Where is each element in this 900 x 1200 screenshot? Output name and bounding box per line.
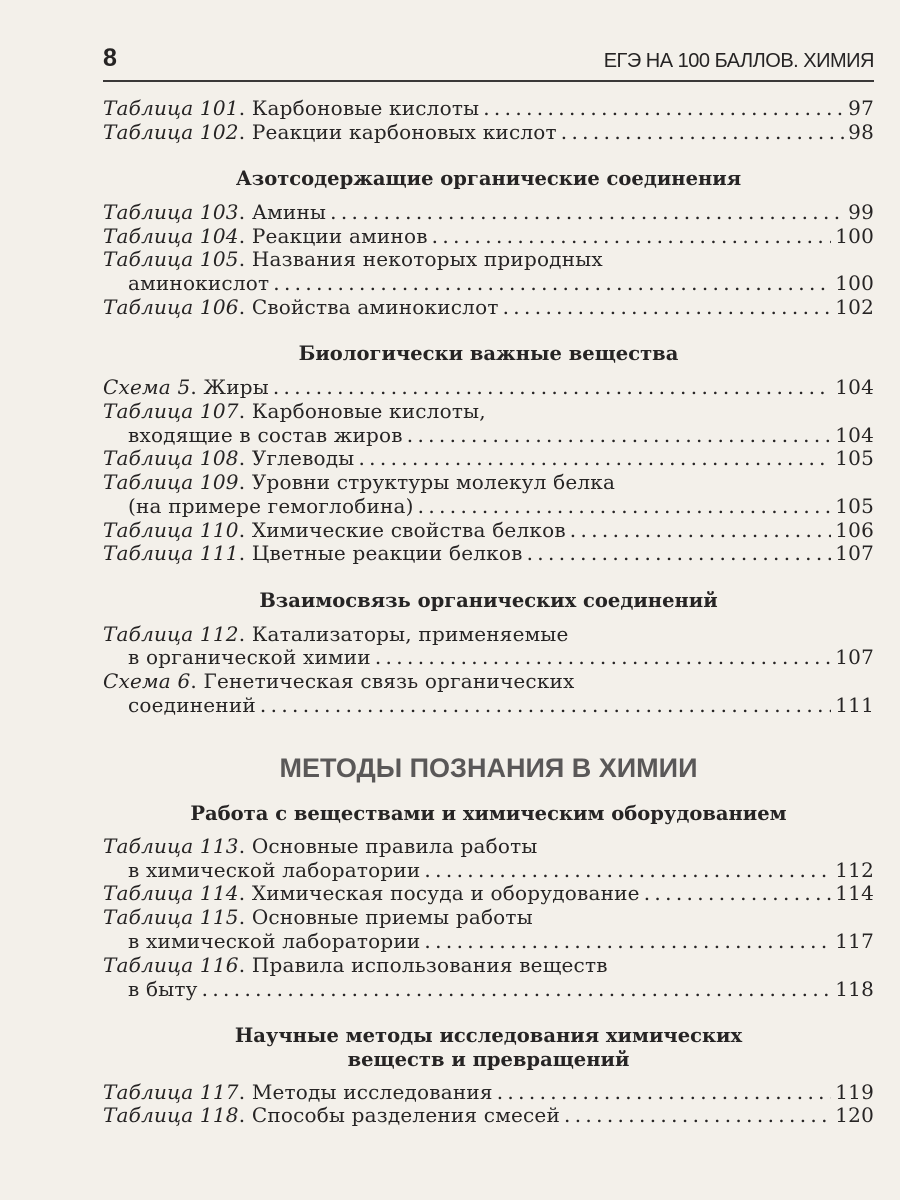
- toc-entry[interactable]: [103, 200, 874, 226]
- entry-page: 118: [835, 977, 874, 1001]
- entry-label: Таблица 105: [103, 247, 239, 271]
- toc-entry-continuation: [128, 271, 874, 297]
- dot-leader: [202, 977, 832, 1001]
- entry-page: 97: [848, 96, 874, 120]
- section-heading: Взаимосвязь органических соединений: [259, 589, 718, 612]
- dot-leader: [432, 224, 832, 248]
- toc-entry[interactable]: [103, 905, 874, 931]
- toc-entry[interactable]: [103, 541, 874, 567]
- dot-leader: [358, 446, 831, 470]
- toc-entry[interactable]: [103, 1103, 874, 1129]
- entry-title-cont: (на примере гемоглобина): [128, 494, 414, 518]
- toc-entry[interactable]: [103, 834, 874, 860]
- entry-title-cont: в быту: [128, 977, 198, 1001]
- dot-leader: [273, 375, 831, 399]
- entry-label: Таблица 118: [103, 1103, 239, 1127]
- entry-title: . Химические свойства белков: [238, 518, 566, 542]
- entry-label: Таблица 107: [103, 399, 239, 423]
- entry-label: Схема 5: [103, 375, 191, 399]
- entry-page: 102: [835, 295, 874, 319]
- toc-entry-continuation: [128, 645, 874, 671]
- dot-leader: [497, 1080, 832, 1104]
- entry-page: 100: [835, 271, 874, 295]
- entry-label: Таблица 113: [103, 834, 239, 858]
- dot-leader: [418, 494, 832, 518]
- entry-title: . Жиры: [190, 375, 269, 399]
- page-number: 8: [103, 44, 117, 72]
- section-heading-line2: веществ и превращений: [347, 1048, 630, 1071]
- dot-leader: [330, 200, 844, 224]
- toc-entry[interactable]: [103, 881, 874, 907]
- entry-page: 105: [835, 446, 874, 470]
- running-title: ЕГЭ НА 100 БАЛЛОВ. ХИМИЯ: [603, 50, 874, 72]
- entry-label: Таблица 110: [103, 518, 239, 542]
- entry-title: . Способы разделения смесей: [238, 1103, 560, 1127]
- entry-title: . Цветные реакции белков: [238, 541, 523, 565]
- dot-leader: [564, 1103, 831, 1127]
- toc-entry[interactable]: [103, 375, 874, 401]
- entry-page: 105: [835, 494, 874, 518]
- entry-label: Таблица 108: [103, 446, 239, 470]
- toc-entry-continuation: [128, 977, 874, 1003]
- toc-entry-continuation: [128, 929, 874, 955]
- entry-title: . Реакции аминов: [238, 224, 428, 248]
- section-heading: Работа с веществами и химическим оборудованием: [190, 802, 787, 825]
- entry-label: Таблица 111: [103, 541, 239, 565]
- section-heading: Научные методы исследования химических: [234, 1024, 743, 1047]
- entry-title-cont: аминокислот: [128, 271, 270, 295]
- entry-label: Таблица 101: [103, 96, 239, 120]
- entry-page: 112: [835, 858, 874, 882]
- dot-leader: [483, 96, 844, 120]
- entry-page: 98: [848, 120, 874, 144]
- toc-entry-continuation: [128, 494, 874, 520]
- entry-page: 99: [848, 200, 874, 224]
- toc-entry-continuation: [128, 693, 874, 719]
- entry-title-cont: в химической лаборатории: [128, 929, 421, 953]
- entry-title-cont: входящие в состав жиров: [128, 423, 403, 447]
- entry-title: . Свойства аминокислот: [238, 295, 499, 319]
- entry-title: . Карбоновые кислоты,: [238, 399, 486, 423]
- entry-title: . Углеводы: [238, 446, 355, 470]
- toc-entry[interactable]: [103, 669, 874, 695]
- entry-page: 114: [835, 881, 874, 905]
- entry-title: . Уровни структуры молекул белка: [238, 470, 616, 494]
- entry-label: Таблица 115: [103, 905, 239, 929]
- toc-entry[interactable]: [103, 953, 874, 979]
- entry-page: 106: [835, 518, 874, 542]
- dot-leader: [503, 295, 832, 319]
- entry-page: 111: [835, 693, 874, 717]
- entry-title-cont: в химической лаборатории: [128, 858, 421, 882]
- entry-label: Таблица 116: [103, 953, 239, 977]
- entry-page: 107: [835, 541, 874, 565]
- toc-entry[interactable]: [103, 120, 874, 146]
- section-heading: Азотсодержащие органические соединения: [235, 167, 742, 190]
- dot-leader: [375, 645, 831, 669]
- dot-leader: [570, 518, 831, 542]
- toc-entry[interactable]: [103, 295, 874, 321]
- entry-title: . Реакции карбоновых кислот: [238, 120, 557, 144]
- entry-page: 100: [835, 224, 874, 248]
- header-rule: [103, 80, 874, 82]
- toc-entry[interactable]: [103, 399, 874, 425]
- entry-page: 117: [835, 929, 874, 953]
- entry-title: . Методы исследования: [238, 1080, 493, 1104]
- section-heading: Биологически важные вещества: [298, 342, 679, 365]
- entry-label: Таблица 104: [103, 224, 239, 248]
- entry-label: Таблица 112: [103, 622, 239, 646]
- dot-leader: [424, 858, 831, 882]
- dot-leader: [273, 271, 831, 295]
- toc-entry[interactable]: [103, 96, 874, 122]
- toc-entry[interactable]: [103, 446, 874, 472]
- entry-label: Таблица 114: [103, 881, 239, 905]
- entry-title-cont: соединений: [128, 693, 256, 717]
- entry-title: . Названия некоторых природных: [238, 247, 603, 271]
- dot-leader: [561, 120, 844, 144]
- entry-label: Схема 6: [103, 669, 191, 693]
- chapter-heading: МЕТОДЫ ПОЗНАНИЯ В ХИМИИ: [279, 753, 698, 783]
- entry-title: . Генетическая связь органических: [190, 669, 575, 693]
- entry-label: Таблица 102: [103, 120, 239, 144]
- entry-title: . Основные приемы работы: [238, 905, 533, 929]
- entry-title: . Основные правила работы: [238, 834, 538, 858]
- dot-leader: [424, 929, 831, 953]
- toc-entry[interactable]: [103, 247, 874, 273]
- entry-page: 120: [835, 1103, 874, 1127]
- entry-title: . Катализаторы, применяемые: [238, 622, 569, 646]
- entry-title: . Амины: [238, 200, 327, 224]
- entry-page: 104: [835, 423, 874, 447]
- dot-leader: [527, 541, 832, 565]
- entry-title-cont: в органической химии: [128, 645, 371, 669]
- entry-label: Таблица 109: [103, 470, 239, 494]
- entry-page: 104: [835, 375, 874, 399]
- entry-label: Таблица 103: [103, 200, 239, 224]
- entry-title: . Химическая посуда и оборудование: [238, 881, 640, 905]
- dot-leader: [407, 423, 831, 447]
- toc-entry[interactable]: [103, 470, 874, 496]
- dot-leader: [260, 693, 831, 717]
- dot-leader: [644, 881, 832, 905]
- entry-page: 107: [835, 645, 874, 669]
- entry-title: . Правила использования веществ: [238, 953, 608, 977]
- entry-title: . Карбоновые кислоты: [238, 96, 480, 120]
- entry-page: 119: [835, 1080, 874, 1104]
- entry-label: Таблица 106: [103, 295, 239, 319]
- entry-label: Таблица 117: [103, 1080, 239, 1104]
